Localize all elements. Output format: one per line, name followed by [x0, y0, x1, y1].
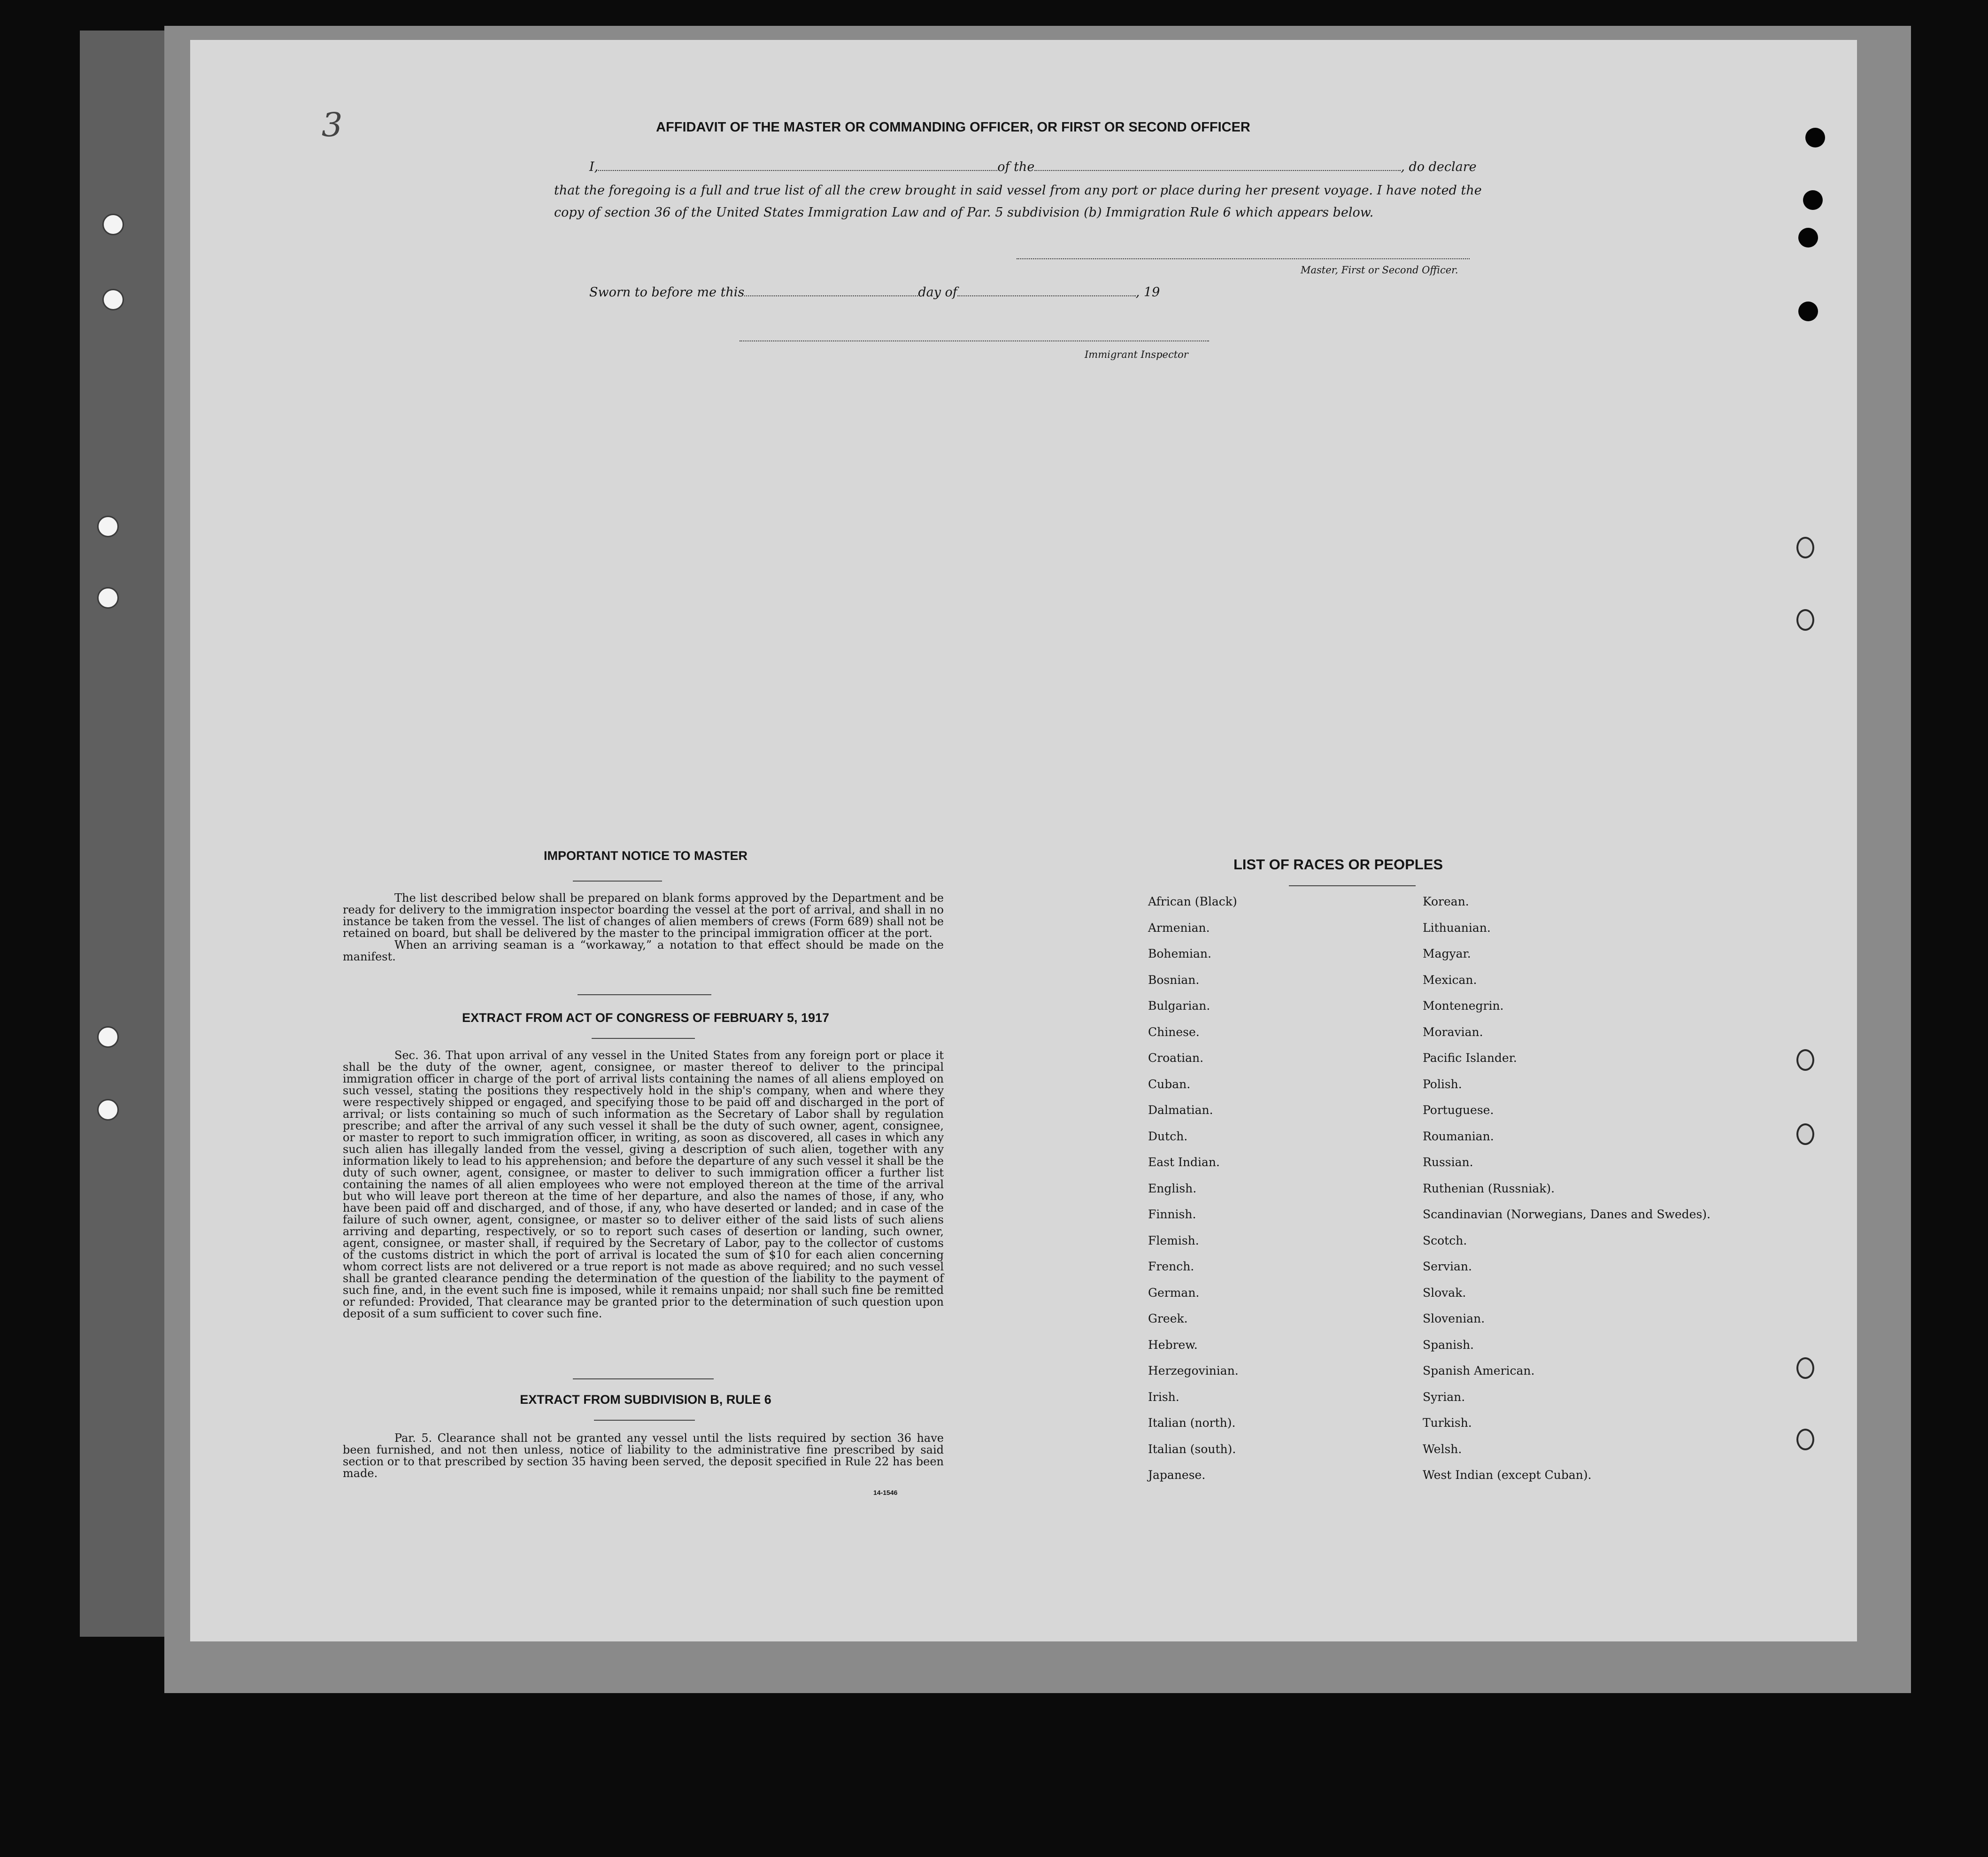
race-item: Bosnian.: [1148, 973, 1200, 987]
form-number: 14-1546: [873, 1489, 898, 1496]
document-page: [190, 40, 1857, 1641]
rule-extract-text: [343, 1432, 944, 1479]
races-left-column: [1148, 895, 1239, 1494]
race-item: Turkish.: [1423, 1416, 1472, 1430]
race-item: Dalmatian.: [1148, 1103, 1213, 1117]
notice-paragraph-1: The list described below shall be prepared on blank forms approved by the Department and be ready for delivery to the immigration inspector boarding the vessel at the port of arrival, and shall in no instance be taken from the vessel. The list of changes of alien members of crews (Form 689) shall not be retained on board, but shall be delivered by the master to the principal immigration officer at the port.: [343, 891, 944, 940]
corner-handwritten-mark: 3: [322, 106, 343, 144]
binder-hole: [102, 289, 124, 310]
punch-hole: [1798, 228, 1818, 248]
vessel-name-blank: [1034, 170, 1401, 171]
races-title: LIST OF RACES OR PEOPLES: [1233, 856, 1443, 873]
races-title-rule: [1289, 885, 1416, 886]
sworn-day-blank: [744, 295, 918, 296]
race-item: Slovenian.: [1423, 1312, 1485, 1325]
race-item: Herzegovinian.: [1148, 1364, 1239, 1377]
races-right-column: [1423, 895, 1711, 1494]
affidavit-line-3: copy of section 36 of the United States Immigration Law and of Par. 5 subdivision (b) Immigration Rule 6 which appears below.: [554, 205, 1374, 220]
race-item: Mexican.: [1423, 973, 1477, 987]
race-item: Dutch.: [1148, 1129, 1188, 1143]
inspector-signature-label: Immigrant Inspector: [1085, 349, 1188, 360]
race-item: Bohemian.: [1148, 947, 1211, 960]
binder-hole: [97, 1026, 119, 1048]
race-item: Korean.: [1423, 895, 1469, 908]
race-item: Scotch.: [1423, 1233, 1467, 1247]
punch-hole: [1805, 128, 1825, 147]
race-item: Pacific Islander.: [1423, 1051, 1517, 1065]
binder-ring-hole: [1796, 1123, 1814, 1145]
race-item: Syrian.: [1423, 1390, 1465, 1404]
race-item: English.: [1148, 1181, 1197, 1195]
sworn-year-label: , 19: [1135, 285, 1160, 300]
race-item: Japanese.: [1148, 1468, 1206, 1482]
section-rule-2: [573, 1378, 714, 1379]
race-item: Italian (north).: [1148, 1416, 1236, 1430]
affidavit-i-label: I,: [589, 160, 599, 174]
sworn-day-of-label: day of: [918, 285, 957, 300]
race-item: Hebrew.: [1148, 1338, 1198, 1352]
race-item: West Indian (except Cuban).: [1423, 1468, 1592, 1482]
act-extract-title: EXTRACT FROM ACT OF CONGRESS OF FEBRUARY 5, 1917: [462, 1011, 830, 1025]
race-item: Armenian.: [1148, 921, 1210, 935]
officer-name-blank: [598, 170, 997, 171]
race-item: Finnish.: [1148, 1207, 1196, 1221]
race-item: Russian.: [1423, 1155, 1473, 1169]
master-signature-label: Master, First or Second Officer.: [1301, 264, 1458, 276]
race-item: Lithuanian.: [1423, 921, 1491, 935]
race-item: Cuban.: [1148, 1077, 1191, 1091]
notice-title: IMPORTANT NOTICE TO MASTER: [544, 849, 747, 863]
binder-ring-hole: [1796, 609, 1814, 631]
affidavit-of-the-label: of the: [997, 160, 1035, 174]
binder-ring-hole: [1796, 1429, 1814, 1450]
race-item: Bulgarian.: [1148, 999, 1210, 1013]
act-title-rule: [592, 1038, 695, 1039]
master-signature-line: [1017, 258, 1470, 259]
race-item: Croatian.: [1148, 1051, 1204, 1065]
race-item: French.: [1148, 1260, 1194, 1273]
binder-hole: [97, 1099, 119, 1121]
affidavit-line-2: that the foregoing is a full and true list of all the crew brought in said vessel from any port or place during her present voyage. I have noted the: [554, 183, 1482, 198]
race-item: Montenegrin.: [1423, 999, 1504, 1013]
binder-hole: [97, 516, 119, 537]
affidavit-title: AFFIDAVIT OF THE MASTER OR COMMANDING OFFICER, OR FIRST OR SECOND OFFICER: [656, 120, 1250, 135]
sworn-month-blank: [957, 295, 1136, 296]
race-item: Slovak.: [1423, 1285, 1466, 1300]
notice-text: [343, 892, 944, 963]
race-item: East Indian.: [1148, 1155, 1220, 1169]
binder-ring-hole: [1796, 537, 1814, 558]
race-item: Scandinavian (Norwegians, Danes and Swedes).: [1423, 1207, 1711, 1221]
binder-ring-hole: [1796, 1049, 1814, 1071]
race-item: Moravian.: [1423, 1025, 1483, 1039]
rule-title-rule: [594, 1420, 695, 1421]
affidavit-line-1: [589, 160, 1477, 174]
section-rule-1: [578, 994, 711, 995]
sworn-line: [589, 285, 1160, 300]
race-item: Flemish.: [1148, 1233, 1199, 1247]
binder-ring-hole: [1796, 1357, 1814, 1379]
race-item: German.: [1148, 1285, 1200, 1300]
race-item: Ruthenian (Russniak).: [1423, 1181, 1555, 1195]
race-item: Roumanian.: [1423, 1129, 1494, 1143]
race-item: Greek.: [1148, 1312, 1188, 1325]
race-item: Chinese.: [1148, 1025, 1200, 1039]
race-item: Italian (south).: [1148, 1442, 1236, 1456]
race-item: Servian.: [1423, 1260, 1472, 1273]
race-item: Spanish American.: [1423, 1364, 1535, 1377]
affidavit-declare-label: , do declare: [1401, 160, 1477, 174]
punch-hole: [1803, 190, 1823, 210]
section-36-text: Sec. 36. That upon arrival of any vessel in the United States from any foreign port or place it shall be the duty of the owner, agent, consignee, or master thereof to deliver to the principal immigration officer in charge of the port of arrival lists containing the names of all aliens employed on such vessel, stating the positions they respectively hold in the ship's company, when and where they were respectively shipped or engaged, and specifying those to be paid off and discharged in the port of arrival; or lists containing so much of such information as the Secretary of Labor shall by regulation prescribe; and after the arrival of any such vessel it shall be the duty of such owner, agent, consignee, or master to report to such immigration officer, in writing, as soon as discovered, all cases in which any such alien has illegally landed from the vessel, giving a description of such alien, together with any information likely to lead to his apprehension; and before the departure of any such vessel it shall be the duty of such owner, agent, consignee, or master to deliver to such immigration officer a further list containing the names of all alien employees who were not employed thereon at the time of the arrival but who will leave port thereon at the time of her departure, and also the names of those, if any, who have been paid off and discharged, and of those, if any, who have deserted or landed; and in case of the failure of such owner, agent, consignee, or master so to deliver either of the said lists of such aliens arriving and departing, respectively, or so to report such cases of desertion or landing, such owner, agent, consignee, or master shall, if required by the Secretary of Labor, pay to the collector of customs of the customs district in which the port of arrival is located the sum of $10 for each alien concerning whom correct lists are not delivered or a true report is not made as above required; and no such vessel shall be granted clearance pending the determination of the question of the liability to the payment of such fine, and, in the event such fine is imposed, while it remains unpaid; nor shall such fine be remitted or refunded: Provided, That clearance may be granted prior to the determination of such question upon deposit of a sum sufficient to cover such fine.: [343, 1049, 944, 1320]
race-item: Polish.: [1423, 1077, 1462, 1091]
rule-extract-title: EXTRACT FROM SUBDIVISION B, RULE 6: [520, 1393, 771, 1407]
binder-hole: [102, 214, 124, 235]
race-item: Portuguese.: [1423, 1103, 1494, 1117]
notice-paragraph-2: When an arriving seaman is a “workaway,” a notation to that effect should be made on the manifest.: [343, 938, 944, 963]
race-item: Irish.: [1148, 1390, 1179, 1404]
par-5-text: Par. 5. Clearance shall not be granted any vessel until the lists required by section 36 have been furnished, and not then unless, notice of liability to the administrative fine prescribed by said section or to that prescribed by section 35 having been served, the deposit specified in Rule 22 has been made.: [343, 1431, 944, 1480]
race-item: Magyar.: [1423, 947, 1471, 960]
race-item: Spanish.: [1423, 1338, 1474, 1352]
inspector-signature-line: [740, 340, 1209, 341]
punch-hole: [1798, 302, 1818, 321]
binder-hole: [97, 587, 119, 609]
race-item: African (Black): [1148, 895, 1237, 908]
race-item: Welsh.: [1423, 1442, 1462, 1456]
notice-title-rule: [573, 881, 662, 882]
sworn-before-label: Sworn to before me this: [589, 285, 745, 300]
act-extract-text: [343, 1050, 944, 1320]
